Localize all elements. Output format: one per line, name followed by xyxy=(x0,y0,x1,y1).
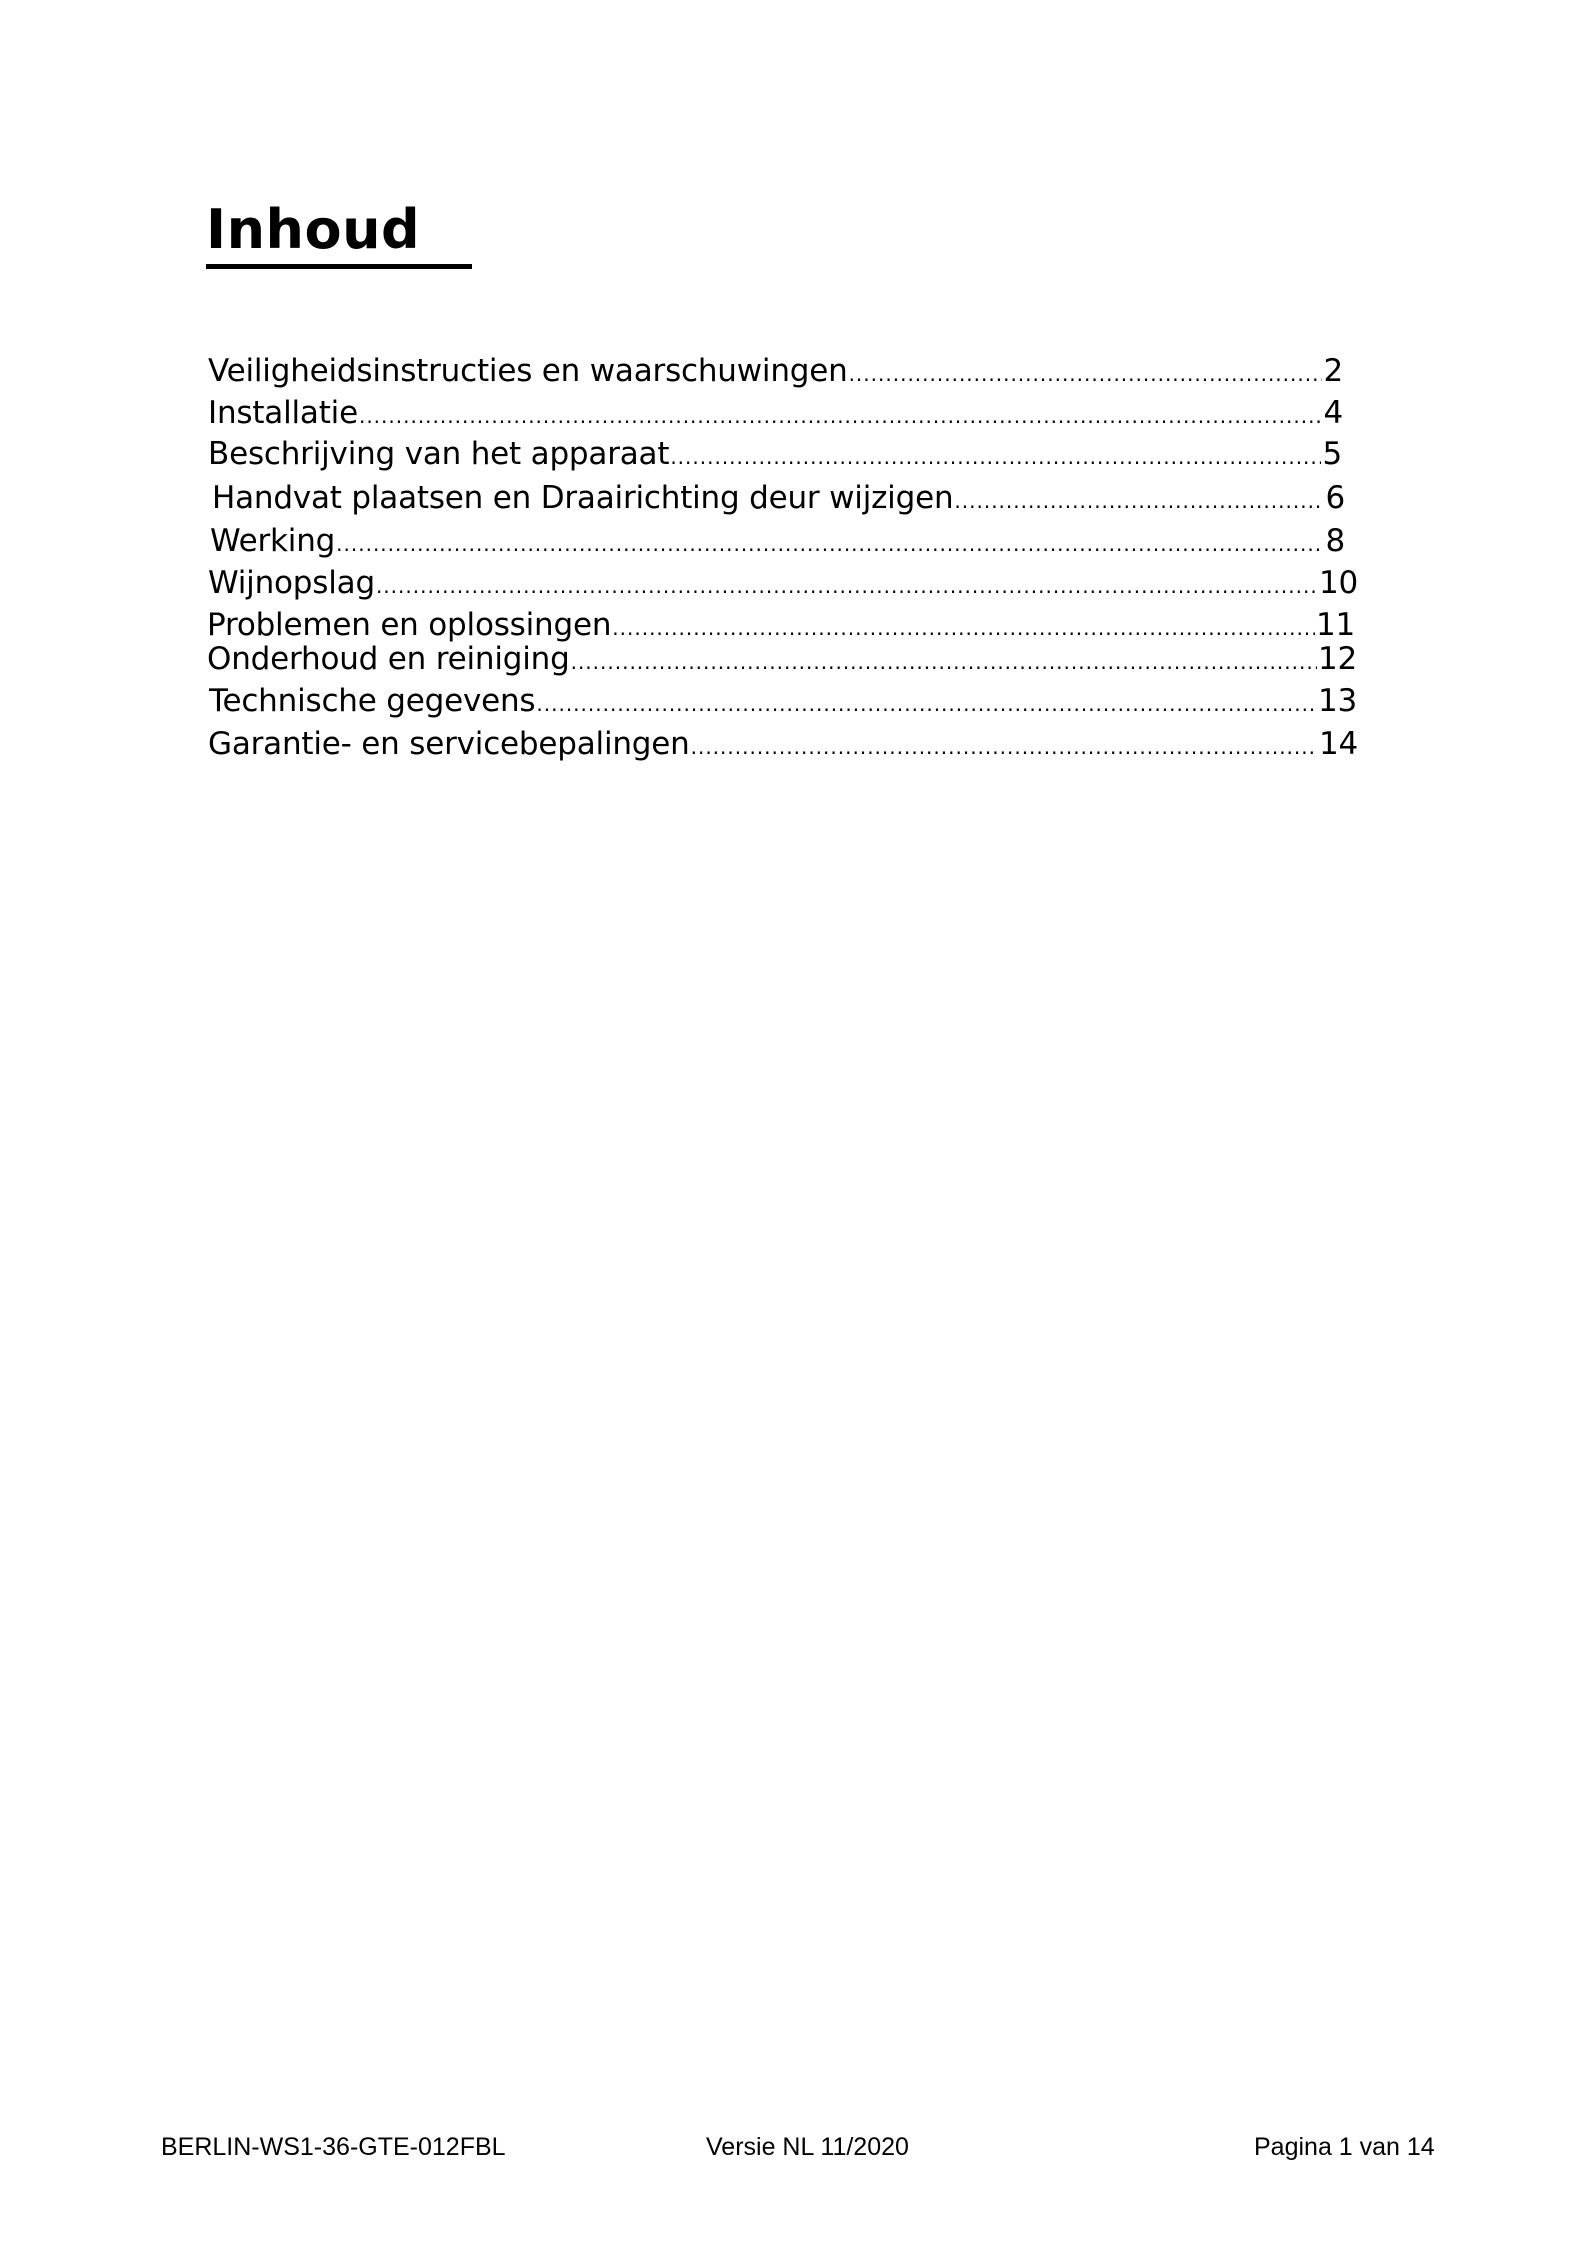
toc-leader-dots xyxy=(670,437,1321,477)
toc-entry-label: Beschrijving van het apparaat xyxy=(208,436,670,472)
toc-entry-page: 13 xyxy=(1317,683,1357,719)
toc-leader-dots xyxy=(536,684,1317,724)
toc-leader-dots xyxy=(849,354,1323,394)
toc-entry[interactable] xyxy=(210,521,1345,564)
toc-leader-dots xyxy=(571,642,1317,682)
toc-entry-page: 4 xyxy=(1323,395,1343,431)
toc-leader-dots xyxy=(359,396,1323,436)
footer-page-number: Pagina 1 van 14 xyxy=(1254,2133,1435,2161)
footer-model: BERLIN-WS1-36-GTE-012FBL xyxy=(161,2133,506,2161)
toc-entry-page: 8 xyxy=(1325,523,1345,559)
toc-leader-dots xyxy=(376,566,1318,606)
toc-entry-page: 10 xyxy=(1318,565,1358,601)
toc-entry-page: 6 xyxy=(1325,480,1345,516)
toc-entry[interactable] xyxy=(212,478,1345,521)
toc-leader-dots xyxy=(954,481,1324,521)
toc-leader-dots xyxy=(691,727,1318,767)
toc-leader-dots xyxy=(336,524,1324,564)
toc-entry-page: 14 xyxy=(1318,726,1358,762)
toc-entry-label: Veiligheidsinstructies en waarschuwingen xyxy=(208,353,848,389)
toc-entry-label: Handvat plaatsen en Draairichting deur wijzigen xyxy=(212,480,954,516)
toc-entry-page: 5 xyxy=(1322,436,1342,472)
footer-version: Versie NL 11/2020 xyxy=(706,2133,909,2161)
toc-entry[interactable] xyxy=(208,434,1342,477)
toc-entry-label: Technische gegevens xyxy=(209,683,536,719)
toc-entry-label: Wijnopslag xyxy=(208,565,375,601)
toc-entry-page: 2 xyxy=(1323,353,1343,389)
toc-entry-page: 11 xyxy=(1315,607,1355,643)
table-of-contents xyxy=(0,0,1587,800)
toc-entry[interactable] xyxy=(208,563,1358,606)
toc-entry[interactable] xyxy=(209,681,1357,724)
toc-entry-label: Werking xyxy=(210,523,336,559)
toc-entry-label: Onderhoud en reiniging xyxy=(207,641,570,677)
toc-entry-label: Installatie xyxy=(208,395,358,431)
toc-entry-page: 12 xyxy=(1317,641,1357,677)
toc-entry[interactable] xyxy=(208,393,1343,436)
page-title: Inhoud xyxy=(206,198,421,261)
toc-entry-label: Problemen en oplossingen xyxy=(207,607,612,643)
toc-entry-label: Garantie- en servicebepalingen xyxy=(208,726,690,762)
toc-entry[interactable] xyxy=(207,639,1357,682)
toc-entry[interactable] xyxy=(208,351,1343,394)
toc-entry[interactable] xyxy=(208,724,1358,767)
